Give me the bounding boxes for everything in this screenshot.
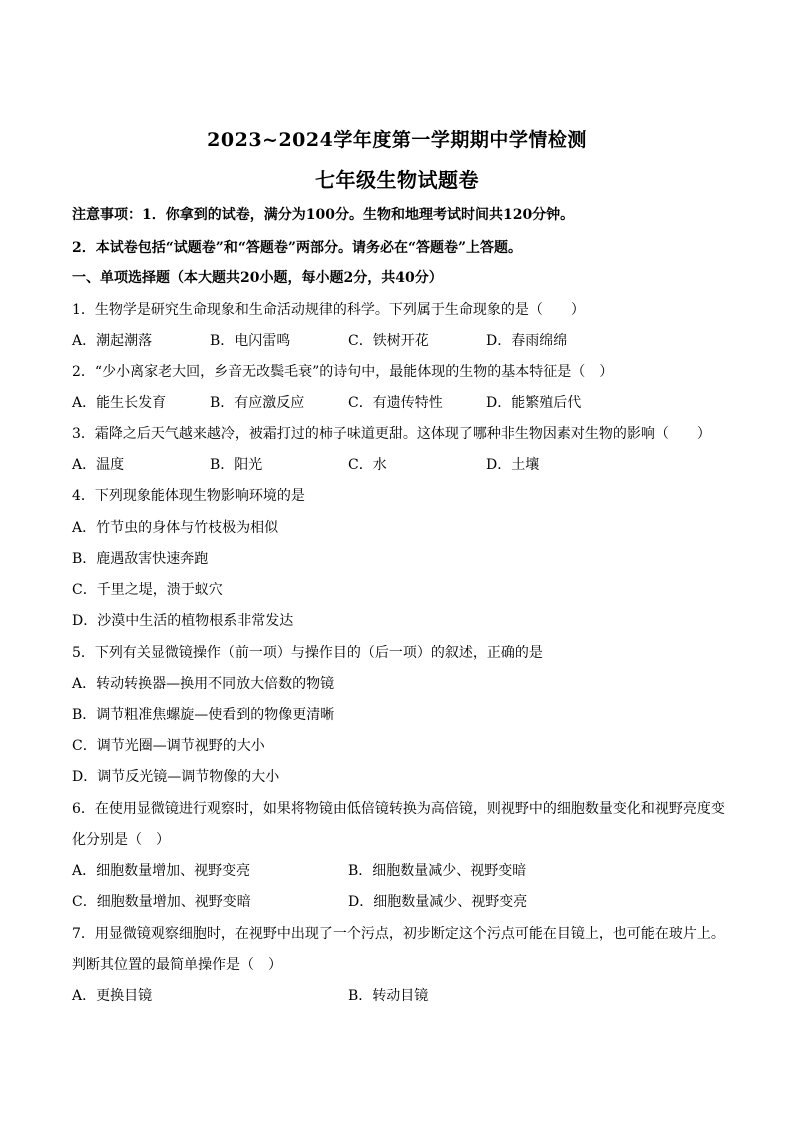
question-7-stem-line-2: 判断其位置的最简单操作是（ ） xyxy=(72,957,282,973)
question-4-option-b: B．鹿遇敌害快速奔跑 xyxy=(72,551,209,567)
question-4-option-c: C．千里之堤，溃于蚁穴 xyxy=(72,582,223,598)
question-5-option-d: D．调节反光镜—调节物像的大小 xyxy=(72,769,280,785)
question-6-option-a: A．细胞数量增加、视野变亮 xyxy=(72,863,251,879)
question-5-option-c: C．调节光圈—调节视野的大小 xyxy=(72,738,265,754)
question-2-option-a: A．能生长发育 xyxy=(72,395,167,411)
question-3-option-c: C．水 xyxy=(348,457,387,473)
question-2-stem: 2．“少小离家老大回，乡音无改鬓毛衰”的诗句中，最能体现的生物的基本特征是（ ） xyxy=(72,364,614,380)
question-1-option-d: D．春雨绵绵 xyxy=(486,333,568,349)
question-3-option-a: A．温度 xyxy=(72,457,125,473)
question-1-stem: 1．生物学是研究生命现象和生命活动规律的科学。下列属于生命现象的是（ ） xyxy=(72,302,585,318)
question-3-option-b: B．阳光 xyxy=(210,457,263,473)
section-heading: 一、单项选择题（本大题共20小题，每小题2分，共40分） xyxy=(72,270,443,286)
question-4-option-d: D．沙漠中生活的植物根系非常发达 xyxy=(72,613,294,629)
question-3-option-d: D．土壤 xyxy=(486,457,540,473)
question-1-option-b: B．电闪雷鸣 xyxy=(210,333,291,349)
exam-title: 2023~2024学年度第一学期期中学情检测 xyxy=(207,129,587,151)
question-5-stem: 5．下列有关显微镜操作（前一项）与操作目的（后一项）的叙述，正确的是 xyxy=(72,645,543,661)
question-5-option-b: B．调节粗准焦螺旋—使看到的物像更清晰 xyxy=(72,707,335,723)
question-2-option-c: C．有遗传特性 xyxy=(348,395,443,411)
question-3-stem: 3．霜降之后天气越来越冷，被霜打过的柿子味道更甜。这体现了哪种非生物因素对生物的影响（ ） xyxy=(72,426,711,442)
question-6-option-c: C．细胞数量增加、视野变暗 xyxy=(72,894,251,910)
notes-line-2: 2．本试卷包括“试题卷”和“答题卷”两部分。请务必在“答题卷”上答题。 xyxy=(72,240,523,256)
question-4-stem: 4．下列现象能体现生物影响环境的是 xyxy=(72,488,305,504)
question-6-option-d: D．细胞数量减少、视野变亮 xyxy=(348,894,528,910)
exam-subtitle: 七年级生物试题卷 xyxy=(315,168,479,192)
question-2-option-d: D．能繁殖后代 xyxy=(486,395,582,411)
question-1-option-c: C．铁树开花 xyxy=(348,333,429,349)
notes-line-1: 注意事项：1．你拿到的试卷，满分为100分。生物和地理考试时间共120分钟。 xyxy=(72,207,575,223)
question-6-option-b: B．细胞数量减少、视野变暗 xyxy=(348,863,527,879)
question-4-option-a: A．竹节虫的身体与竹枝极为相似 xyxy=(72,520,279,536)
question-7-option-b: B．转动目镜 xyxy=(348,988,429,1004)
question-7-stem-line-1: 7．用显微镜观察细胞时，在视野中出现了一个污点，初步断定这个污点可能在目镜上，也可能在玻片上。 xyxy=(72,926,725,942)
question-7-option-a: A．更换目镜 xyxy=(72,988,153,1004)
question-1-option-a: A．潮起潮落 xyxy=(72,333,153,349)
question-6-stem-line-1: 6．在使用显微镜进行观察时，如果将物镜由低倍镜转换为高倍镜，则视野中的细胞数量变化和视野亮度变 xyxy=(72,801,725,817)
question-2-option-b: B．有应激反应 xyxy=(210,395,305,411)
question-6-stem-line-2: 化分别是（ ） xyxy=(72,832,170,848)
question-5-option-a: A．转动转换器—换用不同放大倍数的物镜 xyxy=(72,676,335,692)
